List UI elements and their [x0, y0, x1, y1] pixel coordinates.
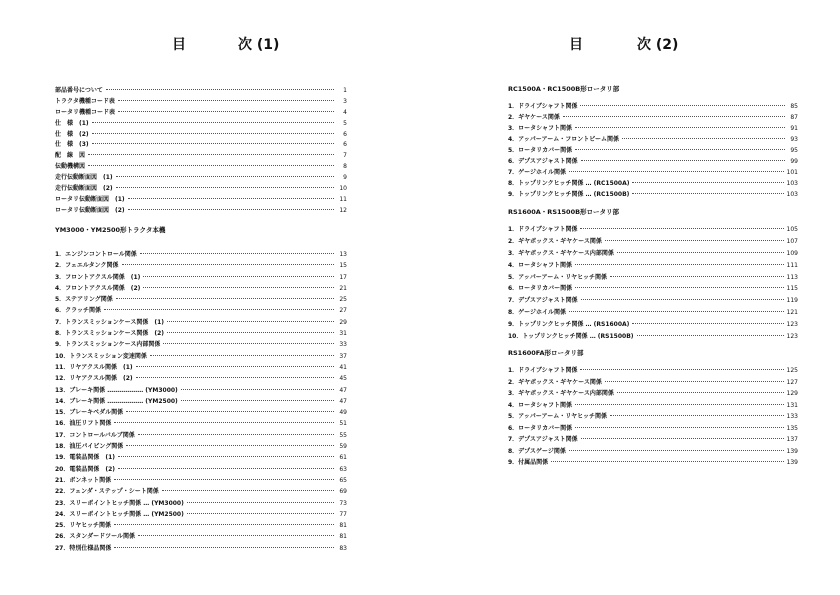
dot-leader — [143, 287, 334, 288]
entry-page-number: 139 — [786, 447, 798, 455]
dot-leader — [581, 299, 784, 300]
entry-page-number: 103 — [786, 180, 798, 187]
toc-entry — [508, 272, 798, 284]
entry-page-number: 31 — [339, 330, 347, 338]
entry-label: 部品番号について — [55, 87, 103, 94]
toc-entry — [55, 464, 347, 475]
toc-entry — [508, 260, 798, 272]
section-heading: RS1600A・RS1500B形ロータリ部 — [508, 208, 620, 216]
entry-label: 10．トランスミッション変速関係 — [55, 352, 147, 360]
toc-entry — [55, 385, 347, 396]
entry-page-number: 113 — [786, 273, 798, 281]
toc-entry — [55, 452, 347, 463]
toc-entry — [55, 339, 347, 350]
toc-entry — [508, 423, 798, 435]
entry-label: 伝動機構図 — [55, 163, 86, 171]
toc-entry — [55, 418, 347, 429]
entry-label: 2．ギヤケース関係 — [508, 114, 560, 121]
toc-entry — [55, 520, 347, 531]
entry-label: 17．コントロールバルブ関係 — [55, 431, 135, 439]
entry-label: 21．ボンネット関係 — [55, 476, 112, 484]
dot-leader — [92, 122, 334, 123]
entry-page-number: 51 — [339, 420, 347, 428]
dot-leader — [138, 535, 334, 536]
entry-page-number: 17 — [339, 273, 347, 281]
dot-leader — [143, 276, 334, 277]
dot-leader — [118, 111, 334, 112]
entry-label: 19．電装品関係 (1) — [55, 454, 116, 462]
dot-leader — [116, 187, 334, 188]
dot-leader — [106, 89, 334, 90]
entry-label: 10．トップリンクヒッチ関係 … (RS1500B) — [508, 333, 634, 341]
entry-page-number: 119 — [786, 297, 798, 305]
entry-page-number: 135 — [786, 424, 798, 432]
toc-entry — [508, 123, 798, 134]
entry-page-number: 81 — [339, 522, 347, 530]
dot-leader — [622, 138, 785, 139]
entry-page-number: 73 — [339, 499, 347, 507]
toc-entry — [55, 260, 347, 271]
dot-leader — [605, 381, 784, 382]
entry-label: 4．ロータシャフト関係 — [508, 261, 573, 269]
entry-page-number: 125 — [786, 367, 798, 374]
entry-label: 2．ギヤボックス・ギヤケース関係 — [508, 378, 602, 386]
entry-label: 9．トップリンクヒッチ関係 … (RC1500B) — [508, 191, 630, 198]
toc-entry — [55, 194, 347, 205]
dot-leader — [136, 377, 334, 378]
toc-entry — [55, 172, 347, 183]
section-heading: RS1600FA形ロータリ部 — [508, 349, 584, 357]
dot-leader — [563, 116, 785, 117]
entry-label: トラクタ機種コード表 — [55, 97, 115, 105]
entry-label: 7．トランスミッションケース関係 (1) — [55, 318, 164, 326]
dot-leader — [551, 461, 783, 462]
entry-page-number: 115 — [786, 285, 798, 293]
dot-leader — [580, 369, 783, 370]
toc-entry — [508, 388, 798, 400]
entry-page-number: 103 — [786, 191, 798, 198]
entry-label: 9．トップリンクヒッチ関係 … (RS1600A) — [508, 321, 630, 329]
toc-entry — [508, 236, 798, 248]
entry-label: 8．デプスゲージ関係 — [508, 447, 566, 455]
entry-label: 仕 様 (2) — [55, 130, 89, 138]
entry-page-number: 15 — [339, 262, 347, 270]
entry-label: 4．アッパーアーム・フロントビーム関係 — [508, 136, 620, 143]
entry-page-number: 87 — [790, 114, 798, 121]
toc-rs1600fa-section — [508, 348, 798, 469]
entry-label: 1．ドライブシャフト関係 — [508, 226, 578, 233]
entry-label: 13．ブレーキ関係 ……………… (YM3000) — [55, 386, 178, 394]
toc-entry — [55, 161, 347, 172]
toc-entry — [508, 167, 798, 178]
entry-label: 14．ブレーキ関係 ……………… (YM2500) — [55, 397, 178, 405]
entry-page-number: 111 — [786, 261, 798, 269]
entry-label: 26．スタンダードツール関係 — [55, 533, 135, 541]
entry-page-number: 13 — [339, 251, 347, 258]
dot-leader — [581, 160, 785, 161]
entry-label: 7．デプスアジャスト関係 — [508, 436, 578, 443]
toc-entry — [508, 101, 798, 112]
dot-leader — [575, 427, 783, 428]
dot-leader — [632, 323, 783, 324]
entry-label: 8．トランスミッションケース関係 (2) — [55, 330, 164, 338]
toc-entry — [55, 509, 347, 520]
toc-entry — [508, 112, 798, 123]
dot-leader — [162, 490, 334, 491]
toc-entry — [508, 400, 798, 412]
toc-entry — [55, 118, 347, 129]
toc-entry — [55, 139, 347, 150]
entry-label: 1．エンジンコントロール関係 — [55, 251, 137, 258]
entry-page-number: 49 — [339, 409, 347, 417]
section-heading: RC1500A・RC1500B形ロータリ部 — [508, 85, 620, 93]
toc-tractor-section — [55, 225, 347, 554]
entry-label: 5．ロータリカバー関係 — [508, 147, 573, 154]
dot-leader — [126, 445, 334, 446]
dot-leader — [122, 264, 334, 265]
dot-leader — [92, 143, 334, 144]
dot-leader — [581, 438, 784, 439]
toc-entry — [55, 249, 347, 260]
entry-page-number: 139 — [786, 459, 798, 466]
toc-entry — [508, 446, 798, 458]
toc-entry — [508, 134, 798, 145]
entry-page-number: 123 — [786, 321, 798, 329]
dot-leader — [150, 355, 334, 356]
dot-leader — [569, 450, 784, 451]
entry-page-number: 109 — [786, 249, 798, 257]
entry-label: 走行伝動断面図 (1) — [55, 174, 113, 182]
entry-label: 6．ロータリカバー関係 — [508, 424, 573, 432]
entry-label: 6．クラッチ関係 — [55, 307, 102, 315]
entry-label: 23．スリーポイントヒッチ関係 … (YM3000) — [55, 499, 184, 507]
entry-page-number: 11 — [339, 195, 347, 203]
dot-leader — [569, 311, 783, 312]
toc-entry — [508, 434, 798, 446]
toc-entry — [55, 362, 347, 373]
toc-general — [55, 85, 347, 216]
dot-leader — [136, 366, 334, 367]
entry-page-number: 61 — [339, 454, 347, 462]
toc-entry — [55, 150, 347, 161]
entry-label: 15．ブレーキペダル関係 — [55, 409, 124, 417]
entry-label: ロータリ機種コード表 — [55, 108, 116, 116]
entry-page-number: 4 — [343, 108, 347, 116]
toc-entry — [508, 295, 798, 307]
dot-leader — [116, 176, 334, 177]
entry-page-number: 12 — [339, 206, 347, 214]
entry-page-number: 95 — [790, 147, 798, 154]
dot-leader — [187, 502, 334, 503]
toc-entry — [55, 396, 347, 407]
dot-leader — [167, 332, 334, 333]
toc-entry — [55, 205, 347, 216]
entry-label: 6．ロータリカバー関係 — [508, 285, 573, 293]
dot-leader — [575, 404, 783, 405]
entry-label: 3．ギヤボックス・ギヤケース内部関係 — [508, 390, 614, 397]
entry-page-number: 3 — [343, 97, 347, 105]
dot-leader — [575, 149, 785, 150]
dot-leader — [104, 309, 334, 310]
entry-label: 3．ギヤボックス・ギヤケース内部関係 — [508, 249, 614, 257]
dot-leader — [610, 415, 784, 416]
entry-label: 16．油圧リフト関係 — [55, 420, 112, 428]
dot-leader — [88, 154, 334, 155]
entry-label: 7．ゲージホイル関係 — [508, 169, 567, 176]
entry-page-number: 59 — [339, 443, 347, 451]
toc-entry — [508, 224, 798, 236]
dot-leader — [140, 253, 334, 254]
entry-page-number: 93 — [790, 136, 798, 143]
dot-leader — [114, 524, 334, 525]
right-page-title-second: 次 (2) — [637, 37, 679, 53]
entry-page-number: 29 — [339, 318, 347, 326]
dot-leader — [605, 240, 784, 241]
toc-entry — [55, 129, 347, 140]
entry-page-number: 8 — [343, 163, 347, 171]
toc-entry — [55, 441, 347, 452]
entry-label: 11．リヤアクスル関係 (1) — [55, 363, 133, 371]
entry-page-number: 27 — [339, 307, 347, 315]
entry-page-number: 55 — [339, 431, 347, 439]
entry-page-number: 131 — [786, 401, 798, 409]
entry-label: 1．ドライブシャフト関係 — [508, 367, 578, 374]
toc-entry — [508, 248, 798, 260]
entry-label: 18．油圧パイピング関係 — [55, 443, 124, 451]
toc-entry — [55, 498, 347, 509]
toc-entry — [508, 145, 798, 156]
dot-leader — [181, 389, 334, 390]
dot-leader — [116, 298, 334, 299]
entry-page-number: 47 — [339, 386, 347, 394]
entry-page-number: 107 — [786, 237, 798, 245]
entry-page-number: 7 — [343, 152, 347, 160]
dot-leader — [617, 252, 784, 253]
toc-entry — [508, 319, 798, 331]
entry-page-number: 129 — [786, 390, 798, 397]
toc-entry — [55, 486, 347, 497]
entry-page-number: 9 — [343, 174, 347, 182]
entry-label: 22．フェンダ・ステップ・シート関係 — [55, 488, 159, 496]
entry-label: 6．デプスアジャスト関係 — [508, 158, 578, 165]
entry-page-number: 33 — [339, 341, 347, 349]
entry-page-number: 6 — [343, 141, 347, 149]
toc-entry — [55, 475, 347, 486]
toc-entry — [55, 283, 347, 294]
entry-page-number: 83 — [339, 544, 347, 552]
dot-leader — [580, 228, 783, 229]
entry-page-number: 91 — [790, 125, 798, 132]
entry-page-number: 105 — [786, 226, 798, 233]
entry-page-number: 6 — [343, 130, 347, 138]
entry-label: 3．ロータシャフト関係 — [508, 125, 573, 132]
entry-label: 7．デプスアジャスト関係 — [508, 297, 578, 305]
toc-entry — [508, 189, 798, 200]
entry-label: 仕 様 (1) — [55, 119, 89, 127]
entry-label: 配 線 図 — [55, 152, 86, 160]
entry-page-number: 137 — [786, 436, 798, 443]
entry-label: 20．電装品関係 (2) — [55, 465, 116, 473]
toc-entry — [508, 457, 798, 469]
dot-leader — [632, 193, 783, 194]
dot-leader — [114, 547, 334, 548]
dot-leader — [580, 105, 785, 106]
entry-label: 8．ゲージホイル関係 — [508, 309, 567, 317]
entry-page-number: 21 — [339, 284, 347, 292]
dot-leader — [632, 182, 783, 183]
entry-label: 2．フェエルタンク関係 — [55, 262, 119, 270]
entry-label: 25．リヤヒッチ関係 — [55, 522, 112, 530]
dot-leader — [138, 434, 334, 435]
entry-page-number: 69 — [339, 488, 347, 496]
dot-leader — [637, 335, 784, 336]
entry-page-number: 25 — [339, 296, 347, 304]
toc-entry — [55, 96, 347, 107]
entry-page-number: 127 — [786, 378, 798, 386]
entry-page-number: 65 — [339, 476, 347, 484]
entry-label: 5．アッパーアーム・リヤヒッチ関係 — [508, 273, 607, 281]
dot-leader — [118, 456, 334, 457]
entry-page-number: 45 — [339, 375, 347, 383]
dot-leader — [617, 392, 784, 393]
dot-leader — [167, 321, 334, 322]
toc-entry — [55, 373, 347, 384]
entry-page-number: 63 — [339, 465, 347, 473]
entry-label: 24．スリーポイントヒッチ関係 … (YM2500) — [55, 510, 184, 518]
entry-page-number: 121 — [786, 309, 798, 317]
toc-entry — [55, 305, 347, 316]
toc-entry — [55, 543, 347, 554]
right-page-title-first: 目 — [569, 37, 583, 53]
dot-leader — [114, 479, 334, 480]
entry-page-number: 77 — [339, 510, 347, 518]
toc-entry — [508, 331, 798, 343]
toc-entry — [508, 283, 798, 295]
toc-entry — [55, 107, 347, 118]
left-page-title-first: 目 — [172, 37, 186, 53]
dot-leader — [92, 133, 334, 134]
toc-entry — [55, 272, 347, 283]
section-heading: YM3000・YM2500形トラクタ本機 — [55, 226, 166, 234]
toc-entry — [55, 351, 347, 362]
entry-label: 仕 様 (3) — [55, 141, 89, 149]
dot-leader — [114, 422, 334, 423]
toc-entry — [508, 377, 798, 389]
entry-page-number: 133 — [786, 413, 798, 420]
entry-page-number: 5 — [343, 119, 347, 127]
entry-page-number: 1 — [343, 87, 347, 94]
entry-label: ロータリ伝動断面図 (1) — [55, 195, 125, 203]
entry-label: 8．トップリンクヒッチ関係 … (RC1500A) — [508, 180, 630, 187]
dot-leader — [575, 127, 785, 128]
dot-leader — [128, 198, 334, 199]
dot-leader — [88, 165, 334, 166]
entry-label: 27．特別仕様品関係 — [55, 544, 112, 552]
entry-page-number: 10 — [339, 185, 347, 193]
toc-rc1500-section — [508, 84, 798, 200]
dot-leader — [187, 513, 334, 514]
dot-leader — [118, 468, 334, 469]
entry-page-number: 99 — [790, 158, 798, 165]
dot-leader — [575, 287, 783, 288]
toc-entry — [55, 531, 347, 542]
entry-label: 12．リヤアクスル関係 (2) — [55, 375, 133, 383]
entry-page-number: 101 — [786, 169, 798, 176]
toc-rs1600-section — [508, 207, 798, 343]
toc-entry — [55, 430, 347, 441]
entry-page-number: 123 — [786, 333, 798, 341]
toc-entry — [55, 294, 347, 305]
entry-label: 走行伝動断面図 (2) — [55, 185, 113, 193]
dot-leader — [118, 100, 334, 101]
toc-entry — [508, 156, 798, 167]
dot-leader — [610, 276, 784, 277]
entry-page-number: 37 — [339, 352, 347, 360]
toc-entry — [508, 411, 798, 423]
entry-label: 9．付属品関係 — [508, 459, 549, 466]
left-page-title-second: 次 (1) — [238, 37, 280, 53]
dot-leader — [569, 171, 783, 172]
entry-label: 1．ドライブシャフト関係 — [508, 103, 578, 110]
dot-leader — [128, 209, 334, 210]
toc-entry — [508, 178, 798, 189]
dot-leader — [163, 343, 334, 344]
entry-page-number: 41 — [339, 363, 347, 371]
toc-entry — [55, 317, 347, 328]
toc-entry — [55, 407, 347, 418]
entry-label: ロータリ伝動断面図 (2) — [55, 206, 125, 214]
toc-entry — [55, 85, 347, 96]
entry-page-number: 81 — [339, 533, 347, 541]
toc-entry — [55, 183, 347, 194]
entry-label: 3．フロントアクスル関係 (1) — [55, 273, 141, 281]
entry-page-number: 47 — [339, 397, 347, 405]
entry-label: 5．アッパーアーム・リヤヒッチ関係 — [508, 413, 607, 420]
toc-entry — [508, 365, 798, 377]
entry-page-number: 85 — [790, 103, 798, 110]
entry-label: 2．ギヤボックス・ギヤケース関係 — [508, 237, 602, 245]
dot-leader — [126, 411, 334, 412]
entry-label: 5．ステアリング関係 — [55, 296, 113, 304]
toc-entry — [55, 328, 347, 339]
toc-entry — [508, 307, 798, 319]
dot-leader — [181, 400, 334, 401]
entry-label: 4．フロントアクスル関係 (2) — [55, 284, 141, 292]
entry-label: 9．トランスミッションケース内部関係 — [55, 341, 161, 349]
entry-label: 4．ロータシャフト関係 — [508, 401, 573, 409]
dot-leader — [575, 264, 783, 265]
